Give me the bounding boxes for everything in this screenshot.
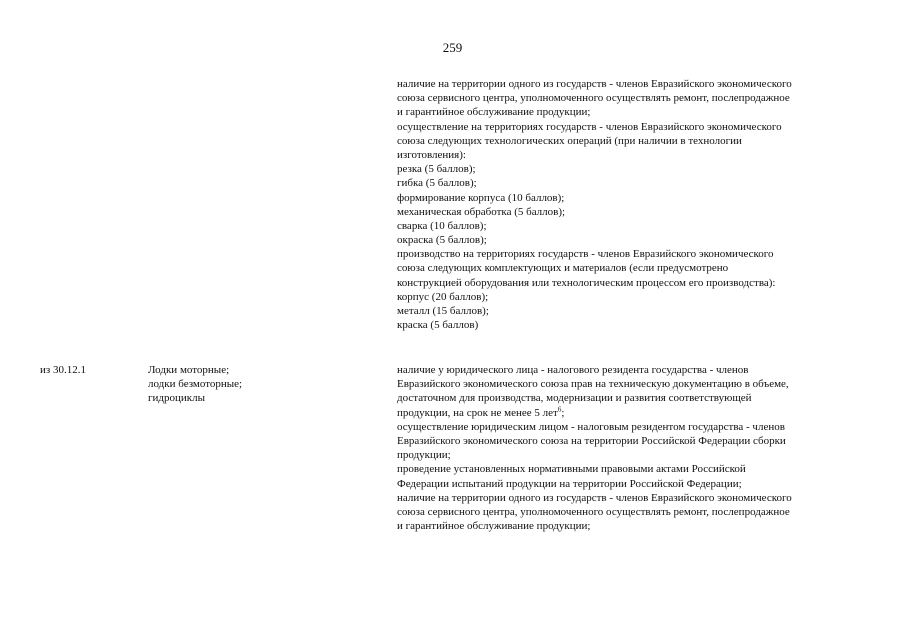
- text-line: Евразийского экономического союза на территории Российской Федерации сборки: [397, 434, 786, 447]
- text-line-footnote: [397, 406, 877, 420]
- text-line: гибка (5 баллов);: [397, 177, 477, 190]
- text-line: союза следующих комплектующих и материалов (если предусмотрено: [397, 262, 729, 275]
- text-line: наличие на территории одного из государств - членов Евразийского экономического: [397, 491, 792, 504]
- text-line: металл (15 баллов);: [397, 305, 489, 317]
- product-names: [148, 363, 242, 406]
- text-line: наличие на территории одного из государств - членов Евразийского экономического: [397, 78, 792, 90]
- product-name: лодки безмоторные;: [148, 378, 243, 391]
- text-line: сварка (10 баллов);: [397, 219, 487, 232]
- product-name: гидроциклы: [148, 392, 205, 405]
- text-line: осуществление на территориях государств - членов Евразийского экономического: [397, 120, 782, 133]
- text-line: проведение установленных нормативными правовыми актами Российской: [397, 463, 746, 476]
- text-line: и гарантийное обслуживание продукции;: [397, 106, 591, 119]
- requirements-block-top: [397, 77, 877, 332]
- product-name: Лодки моторные;: [148, 364, 230, 376]
- text-line: механическая обработка (5 баллов);: [397, 205, 566, 218]
- text-line: производство на территориях государств - членов Евразийского экономического: [397, 248, 774, 261]
- text-line: союза сервисного центра, уполномоченного осуществлять ремонт, послепродажное: [397, 92, 790, 105]
- text-line: Федерации испытаний продукции на территории Российской Федерации;: [397, 477, 742, 490]
- footnote-line-text: продукции, на срок не менее 5 лет: [397, 406, 558, 419]
- text-line: достаточном для производства, модернизации и развития соответствующей: [397, 392, 752, 405]
- footnote-mark: 6: [557, 404, 562, 413]
- product-code: из 30.12.1: [40, 364, 86, 376]
- text-line: корпус (20 баллов);: [397, 290, 489, 303]
- text-line: продукции;: [397, 449, 451, 462]
- page-number: 259: [442, 40, 463, 55]
- text-line: изготовления):: [397, 148, 466, 161]
- text-line: краска (5 баллов): [397, 319, 479, 332]
- text-line: Евразийского экономического союза прав на техническую документацию в объеме,: [397, 378, 789, 391]
- text-line: и гарантийное обслуживание продукции;: [397, 520, 591, 533]
- text-line: конструкцией оборудования или технологическим процессом его производства):: [397, 276, 776, 289]
- text-line: окраска (5 баллов);: [397, 234, 487, 247]
- footnote-line-tail: ;: [561, 406, 565, 419]
- text-line: наличие у юридического лица - налогового резидента государства - членов: [397, 364, 749, 376]
- text-line: союза следующих технологических операций (при наличии в технологии: [397, 134, 742, 147]
- text-line: осуществление юридическим лицом - налоговым резидентом государства - членов: [397, 420, 785, 433]
- text-line: резка (5 баллов);: [397, 163, 476, 176]
- text-line: формирование корпуса (10 баллов);: [397, 191, 565, 204]
- requirements-block-bottom: [397, 363, 877, 533]
- text-line: союза сервисного центра, уполномоченного осуществлять ремонт, послепродажное: [397, 505, 790, 518]
